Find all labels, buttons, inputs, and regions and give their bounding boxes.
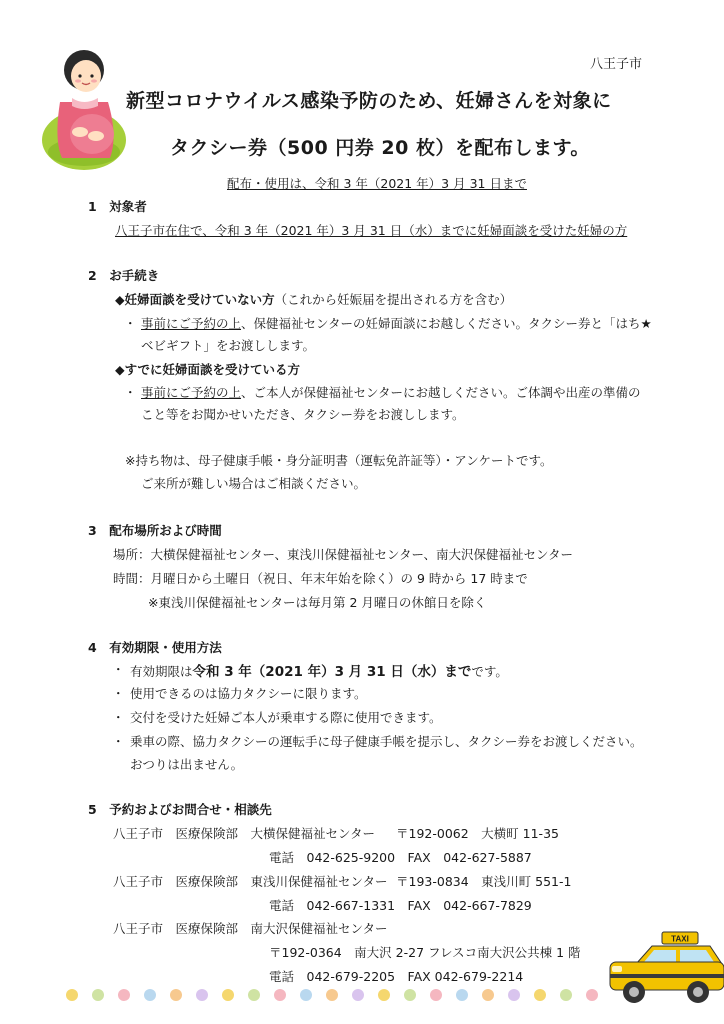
bullet: ・ (112, 734, 125, 749)
contact-3-address: 〒192-0364 南大沢 2-27 フレスコ南大沢公共棟 1 階 (269, 945, 581, 960)
usage-rule-1: 使用できるのは協力タクシーに限ります。 (130, 686, 367, 701)
contact-2-phone: 電話 042-667-1331 FAX 042-667-7829 (269, 898, 532, 913)
expiry-line (130, 660, 508, 680)
usage-rule-3-cont: おつりは出ません。 (130, 757, 244, 772)
contact-3-phone: 電話 042-679-2205 FAX 042-679-2214 (269, 969, 524, 984)
bullet: ・ (124, 385, 137, 400)
expiry-pre: 有効期限は (130, 664, 193, 679)
expiry-post: です。 (471, 664, 508, 679)
interviewed-line2: こと等をお聞かせいただき、タクシー券をお渡しします。 (141, 407, 465, 422)
interviewed-line1-rest: 、ご本人が保健福祉センターにお越しください。ご体調や出産の準備の (241, 385, 641, 400)
section-1-heading: 1 対象者 (88, 199, 147, 214)
validity-period: 配布・使用は、令和 3 年（2021 年）3 月 31 日まで (227, 176, 527, 191)
contact-1-phone: 電話 042-625-9200 FAX 042-627-5887 (269, 850, 532, 865)
contact-1-org: 八王子市 医療保険部 大横保健福祉センター (113, 826, 376, 841)
page-title-line2: タクシー券（500 円券 20 枚）を配布します。 (170, 137, 590, 159)
issuer-name: 八王子市 (590, 57, 643, 72)
contact-2-org: 八王子市 医療保険部 東浅川保健福祉センター (113, 874, 388, 889)
section-5-heading: 5 予約およびお問合せ・相談先 (88, 802, 272, 817)
bullet: ・ (112, 686, 125, 701)
no-interview-note: （これから妊娠届を提出される方を含む） (274, 292, 513, 307)
section-2-heading: 2 お手続き (88, 268, 160, 283)
usage-rule-3: 乗車の際、協力タクシーの運転手に母子健康手帳を提示し、タクシー券をお渡しください。 (130, 734, 643, 749)
page-title-line1: 新型コロナウイルス感染予防のため、妊婦さんを対象に (126, 90, 612, 112)
section-3-heading: 3 配布場所および時間 (88, 523, 222, 538)
section-4-heading: 4 有効期限・使用方法 (88, 640, 222, 655)
no-interview-line1-rest: 、保健福祉センターの妊婦面談にお越しください。タクシー券と「はち★ (241, 316, 652, 331)
decorative-dots (64, 987, 604, 1003)
reservation-required: 事前にご予約の上 (141, 385, 242, 400)
usage-rule-2: 交付を受けた妊婦ご本人が乗車する際に使用できます。 (130, 710, 442, 725)
interviewed-heading: ◆すでに妊婦面談を受けている方 (115, 362, 300, 377)
no-interview-title: ◆妊婦面談を受けていない方 (115, 292, 275, 307)
reservation-required: 事前にご予約の上 (141, 316, 242, 331)
contact-2-address: 〒193-0834 東浅川町 551-1 (396, 874, 572, 889)
section-1-text: 八王子市在住で、令和 3 年（2021 年）3 月 31 日（水）までに妊婦面談を受けた妊婦の方 (115, 223, 628, 238)
consult-note: ご来所が難しい場合はご相談ください。 (141, 476, 367, 491)
taxi-sign-text: TAXI (671, 934, 689, 944)
bullet: ・ (112, 662, 125, 677)
no-interview-heading (115, 290, 512, 308)
pregnant-woman-illustration (36, 40, 136, 170)
belongings-note: ※持ち物は、母子健康手帳・身分証明書（運転免許証等）・アンケートです。 (125, 453, 553, 468)
bullet: ・ (124, 316, 137, 331)
interviewed-line1 (141, 383, 641, 401)
expiry-date: 令和 3 年（2021 年）3 月 31 日（水）まで (192, 664, 472, 680)
no-interview-line1 (141, 314, 652, 332)
contact-1-address: 〒192-0062 大横町 11-35 (396, 826, 559, 841)
bullet: ・ (112, 710, 125, 725)
no-interview-line2: ベビギフト」をお渡しします。 (141, 338, 316, 353)
closed-day-note: ※東浅川保健福祉センターは毎月第 2 月曜日の休館日を除く (148, 595, 487, 610)
distribution-time: 時間：月曜日から土曜日（祝日、年末年始を除く）の 9 時から 17 時まで (113, 571, 528, 586)
contact-3-org: 八王子市 医療保険部 南大沢保健福祉センター (113, 921, 388, 936)
distribution-place: 場所：大横保健福祉センター、東浅川保健福祉センター、南大沢保健福祉センター (113, 547, 574, 562)
taxi-illustration (606, 928, 724, 1008)
